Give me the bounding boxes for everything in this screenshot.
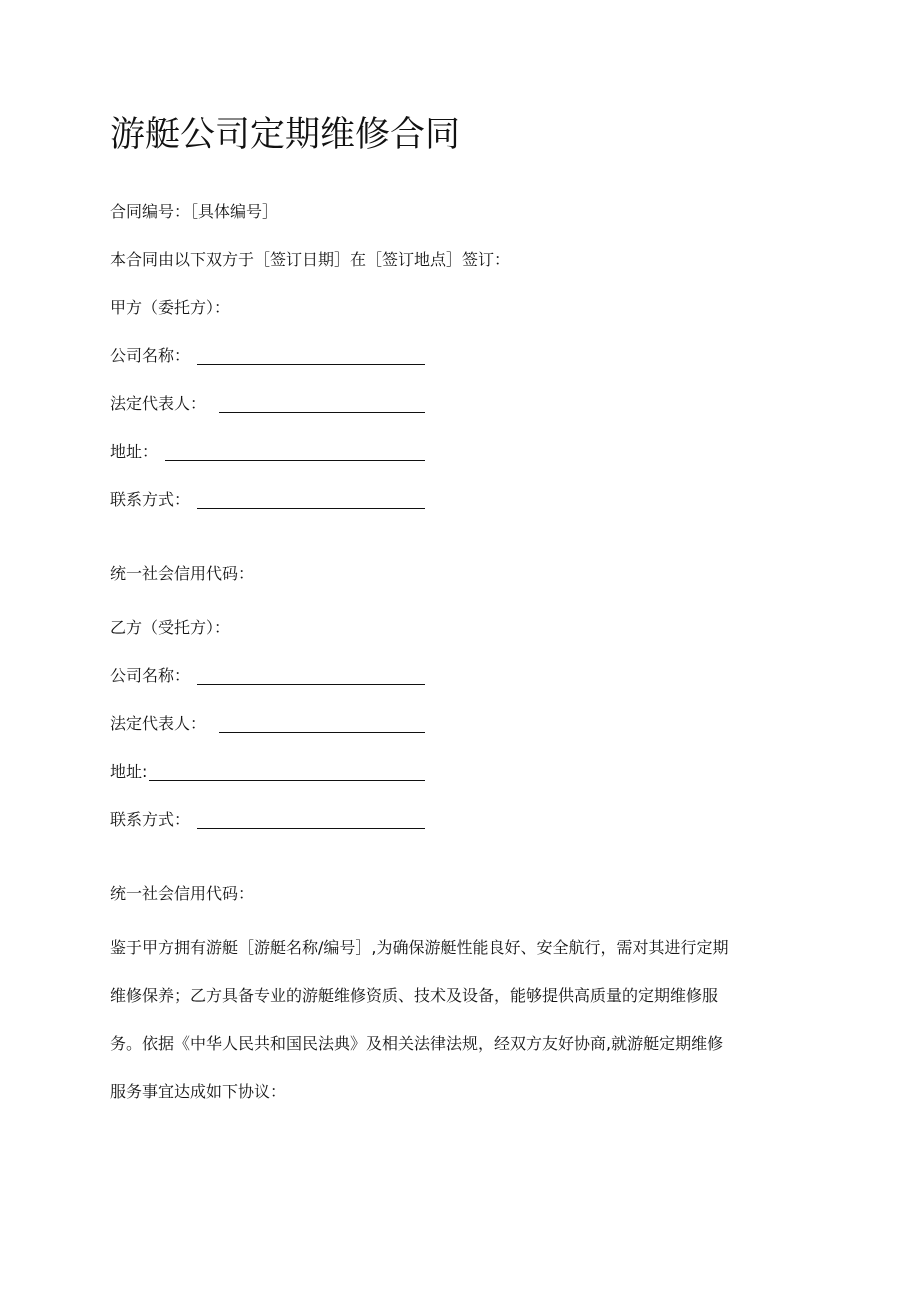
party-a-heading: 甲方（委托方）： <box>110 298 231 317</box>
party-b-contact-label: 联系方式： <box>110 810 191 829</box>
party-b-legal-rep-blank[interactable] <box>219 732 425 733</box>
party-b-address-blank[interactable] <box>149 780 425 781</box>
party-b-legal-rep-label: 法定代表人： <box>110 714 207 733</box>
preamble-line: 鉴于甲方拥有游艇［游艇名称/编号］,为确保游艇性能良好、安全航行，需对其进行定期 <box>110 938 729 957</box>
party-b-contact-blank[interactable] <box>197 828 425 829</box>
party-b-company-name-blank[interactable] <box>197 684 425 685</box>
party-a-company-name-blank[interactable] <box>197 364 425 365</box>
party-b-address-label: 地址: <box>110 762 148 781</box>
party-a-company-name-label: 公司名称： <box>110 346 191 365</box>
contract-number: 合同编号：［具体编号］ <box>110 202 279 221</box>
party-b-credit-code-label: 统一社会信用代码： <box>110 884 255 903</box>
party-a-address-label: 地址： <box>110 442 159 461</box>
preamble-line: 维修保养；乙方具备专业的游艇维修资质、技术及设备，能够提供高质量的定期维修服 <box>110 986 719 1005</box>
party-b-company-name-label: 公司名称： <box>110 666 191 685</box>
signing-statement: 本合同由以下双方于［签订日期］在［签订地点］签订： <box>110 250 511 269</box>
document-title: 游艇公司定期维修合同 <box>110 115 461 155</box>
party-a-contact-label: 联系方式： <box>110 490 191 509</box>
party-a-address-blank[interactable] <box>165 460 425 461</box>
party-a-legal-rep-label: 法定代表人： <box>110 394 207 413</box>
preamble-line: 服务事宜达成如下协议： <box>110 1082 287 1101</box>
preamble-line: 务。依据《中华人民共和国民法典》及相关法律法规，经双方友好协商,就游艇定期维修 <box>110 1034 724 1053</box>
party-a-credit-code-label: 统一社会信用代码： <box>110 564 255 583</box>
party-a-contact-blank[interactable] <box>197 508 425 509</box>
party-b-heading: 乙方（受托方）： <box>110 618 231 637</box>
party-a-legal-rep-blank[interactable] <box>219 412 425 413</box>
